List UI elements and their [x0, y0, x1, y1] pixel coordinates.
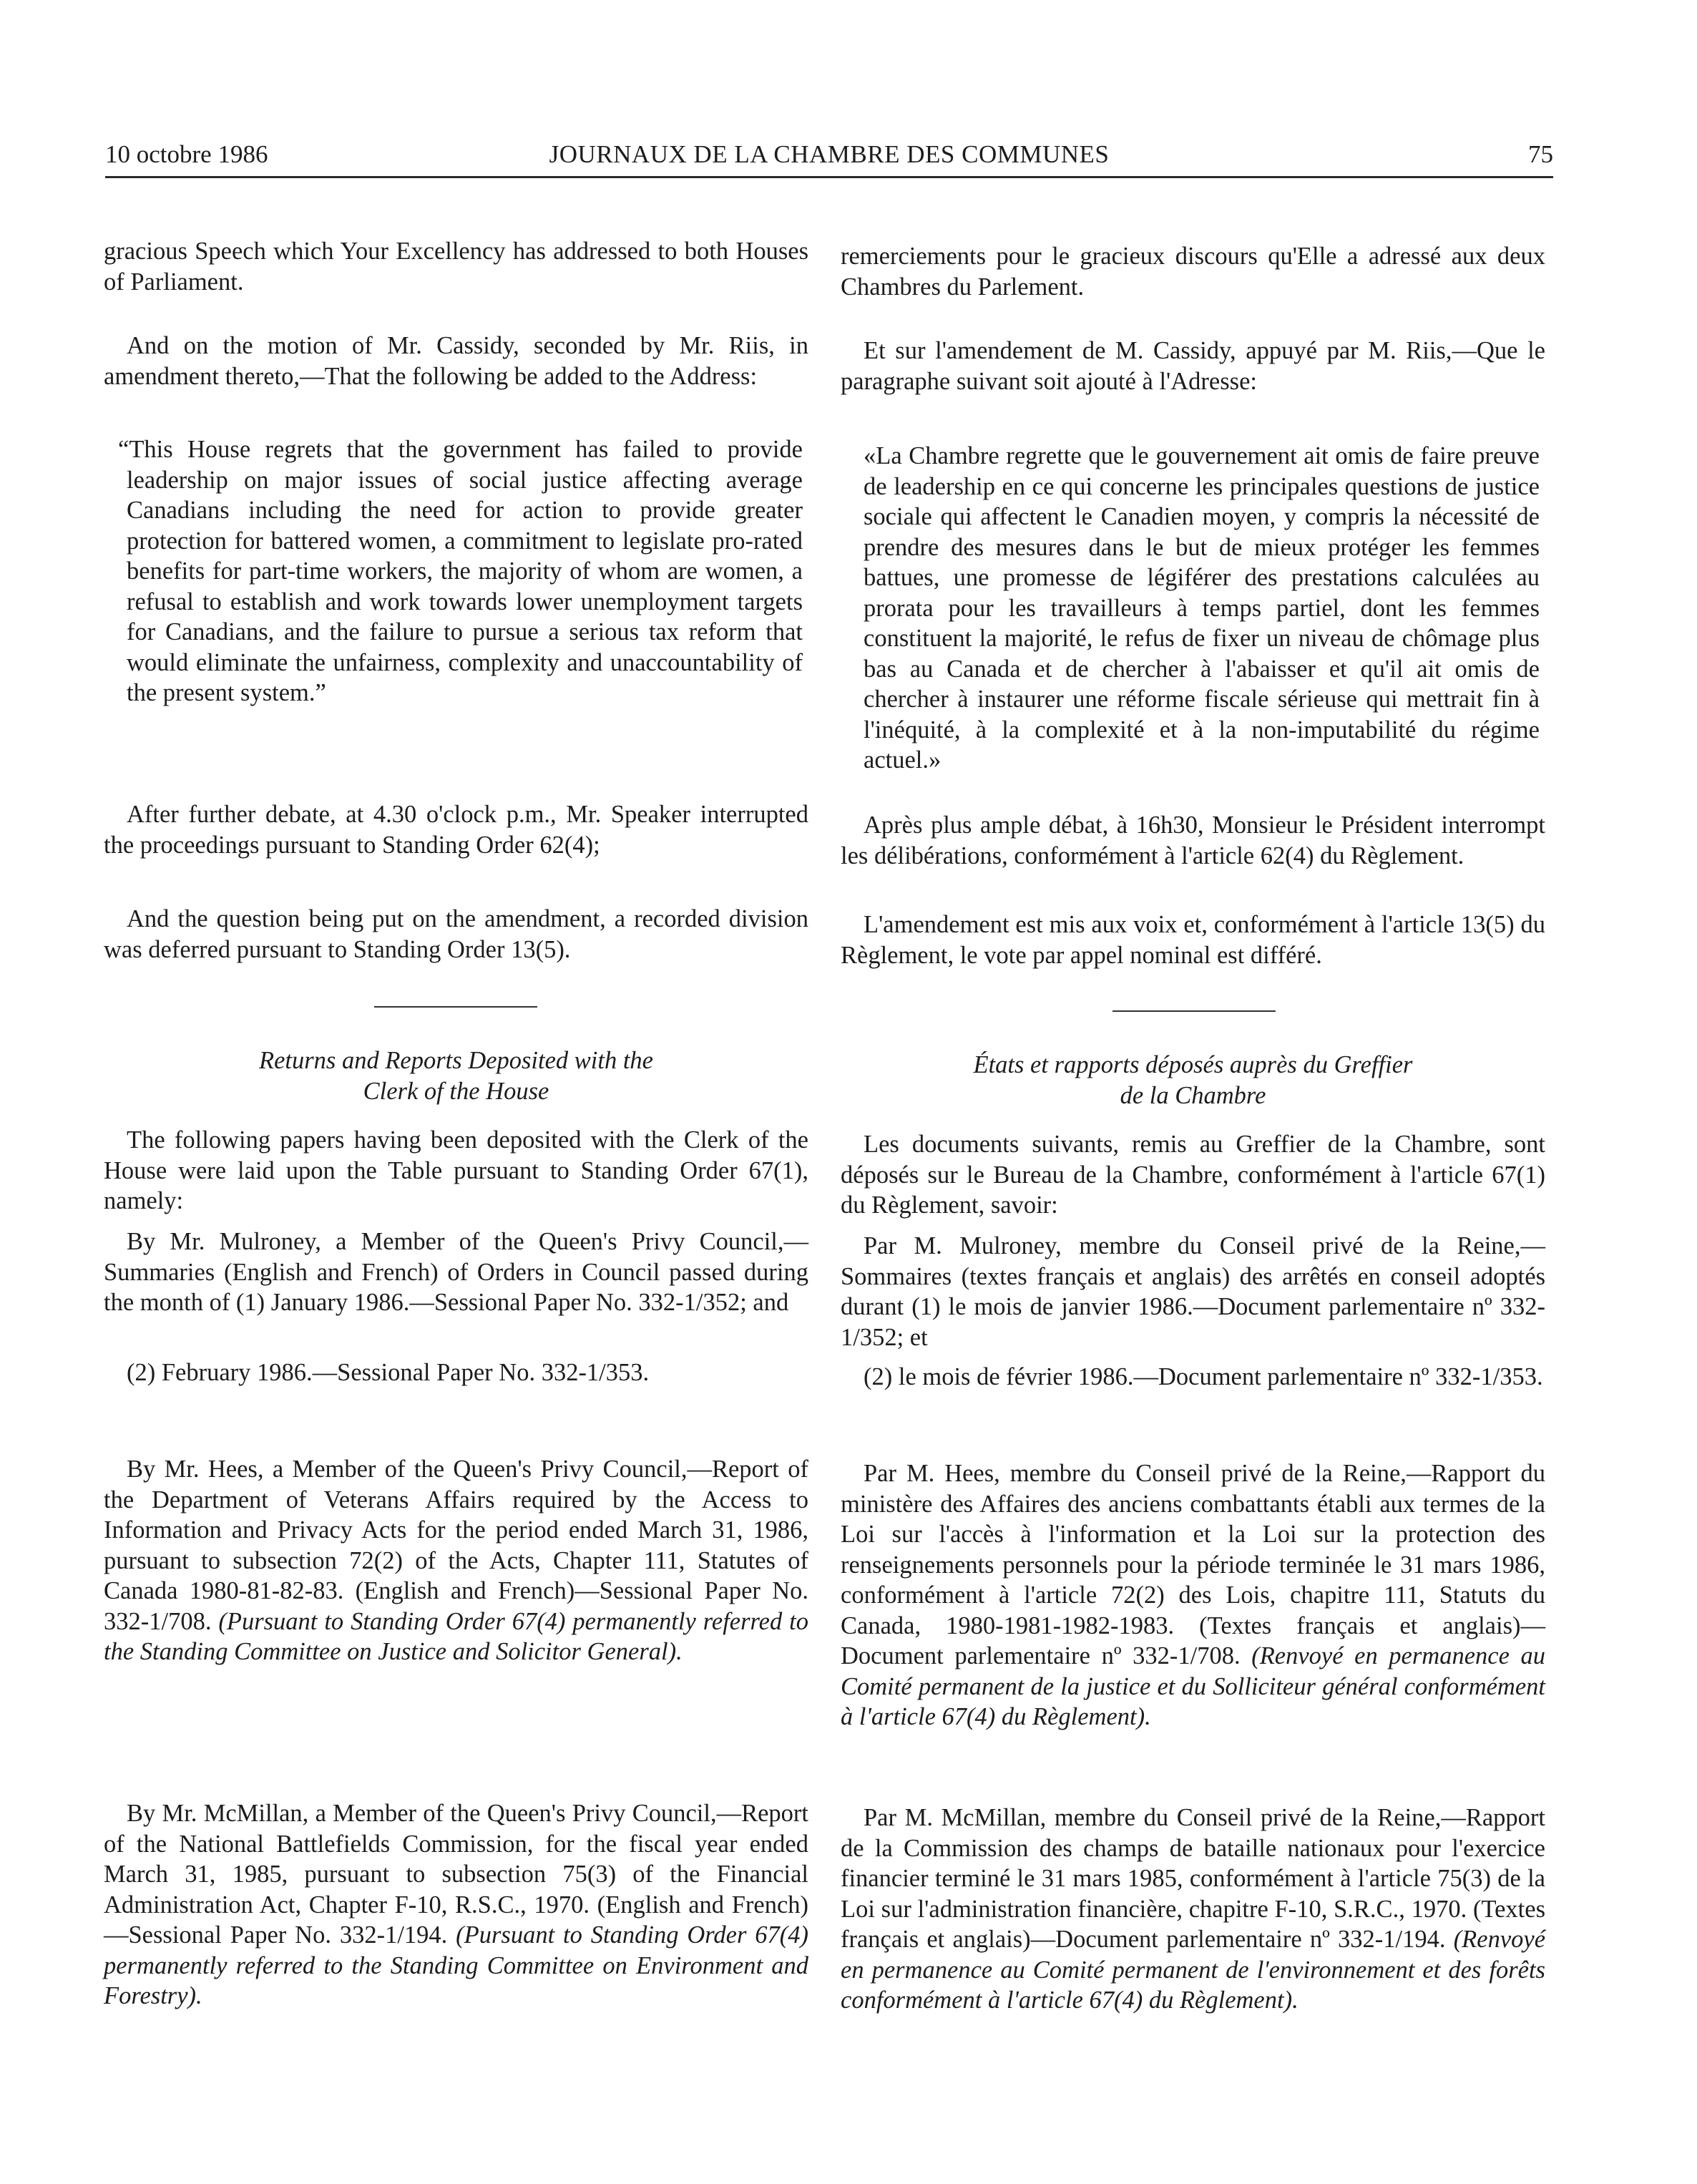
fr-section-divider: [1112, 1010, 1276, 1012]
en-section-divider: [374, 1006, 537, 1008]
en-amendment-motion: And on the motion of Mr. Cassidy, seconded by Mr. Riis, in amendment thereto,—That the following be added to the Address:: [104, 332, 808, 390]
fr-mulroney-paper-2: (2) le mois de février 1986.—Document parlementaire nº 332-1/353.: [864, 1363, 1543, 1390]
fr-mcmillan-text: Par M. McMillan, membre du Conseil privé de la Reine,—Rapport de la Commission des champs de bataille nationaux pour l'exercice financier terminé le 31 mars 1985, conformément à l'article 75(3) de la Loi sur l'administration financière, chapitre F-10, S.R.C., 1970. (Textes français et anglais)—Document parlementaire nº 332-1/194.: [841, 1804, 1545, 1953]
fr-heading-line2: de la Chambre: [1120, 1081, 1266, 1109]
fr-amendment-text: «La Chambre regrette que le gouvernement ait omis de faire preuve de leadership en ce qui concerne les principales questions de justice sociale qui affectent le Canadien moyen, y compris la nécessité de prendre des mesures dans le but de mieux protéger les femmes battues, une promesse de légiférer des prestations calculées au prorata pour les travailleurs à temps partiel, dont les femmes constituent la majorité, le refus de fixer un niveau de chômage plus bas au Canada et de chercher à l'abaisser et qu'il ait omis de chercher à instaurer une réforme fiscale sérieuse qui mettrait fin à l'inéquité, à la complexité et à la non-imputabilité du régime actuel.»: [864, 442, 1540, 774]
header-date: 10 octobre 1986: [105, 140, 268, 168]
en-question-paragraph: And the question being put on the amendment, a recorded division was deferred pursuant to Standing Order 13(5).: [104, 905, 808, 963]
fr-section-heading: [841, 1050, 1545, 1111]
fr-mcmillan-referral: (Renvoyé en permanence au Comité permanent de l'environnement et des forêts conformément à l'article 67(4) du Règlement).: [841, 1926, 1546, 2014]
fr-question-paragraph: L'amendement est mis aux voix et, conformément à l'article 13(5) du Règlement, le vote par appel nominal est différé.: [841, 911, 1545, 969]
fr-debate-paragraph: Après plus ample débat, à 16h30, Monsieur le Président interrompt les délibérations, conformément à l'article 62(4) du Règlement.: [841, 811, 1545, 869]
en-heading-line1: Returns and Reports Deposited with the: [259, 1047, 653, 1074]
en-amendment-text: “This House regrets that the government has failed to provide leadership on major issues of social justice affecting average Canadians including the need for action to provide greater protection for battered women, a commitment to legislate pro-rated benefits for part-time workers, the majority of whom are women, a refusal to establish and work towards lower unemployment targets for Canadians, and the failure to pursue a serious tax reform that would eliminate the unfairness, complexity and unaccountability of the present system.”: [118, 436, 803, 706]
en-hees-text: By Mr. Hees, a Member of the Queen's Privy Council,—Report of the Department of Veterans Affairs required by the Access to Information and Privacy Acts for the period ended March 31, 1986, pursuant to subsection 72(2) of the Acts, Chapter 111, Statutes of Canada 1980-81-82-83. (English and French)—Sessional Paper No. 332-1/708.: [104, 1456, 808, 1635]
en-hees-referral: (Pursuant to Standing Order 67(4) permanently referred to the Standing Committee on Justice and Solicitor General).: [104, 1607, 808, 1665]
fr-mcmillan-paper: [841, 1803, 1545, 2016]
fr-hees-text: Par M. Hees, membre du Conseil privé de la Reine,—Rapport du ministère des Affaires des anciens combattants établi aux termes de la Loi sur l'accès à l'information et la Loi sur la protection des renseignements personnels pour la période terminée le 31 mars 1986, conformément à l'article 72(2) des Lois, chapitre 111, Statuts du Canada, 1980-1981-1982-1983. (Textes français et anglais)—Document parlementaire nº 332-1/708.: [841, 1460, 1545, 1669]
en-mcmillan-referral: (Pursuant to Standing Order 67(4) permanently referred to the Standing Committee on Environment and Forestry).: [104, 1921, 808, 2009]
en-mcmillan-paper: [104, 1798, 808, 2012]
page-number: 75: [1528, 140, 1553, 168]
en-mulroney-paper-2: (2) February 1986.—Sessional Paper No. 332-1/353.: [127, 1359, 650, 1386]
fr-hees-referral: (Renvoyé en permanence au Comité permanent de la justice et du Solliciteur général conformément à l'article 67(4) du Règlement).: [841, 1642, 1546, 1730]
en-mulroney-paper: By Mr. Mulroney, a Member of the Queen's Privy Council,—Summaries (English and French) of Orders in Council passed during the month of (1) January 1986.—Sessional Paper No. 332-1/352; and: [104, 1228, 808, 1316]
header-title: JOURNAUX DE LA CHAMBRE DES COMMUNES: [549, 140, 1110, 168]
page-header: [105, 136, 1553, 178]
fr-speech-continuation: remerciements pour le gracieux discours qu'Elle a adressé aux deux Chambres du Parlement.: [841, 243, 1545, 301]
fr-hees-paper: [841, 1458, 1545, 1732]
fr-mulroney-paper: Par M. Mulroney, membre du Conseil privé de la Reine,—Sommaires (textes français et anglais) des arrêtés en conseil adoptés durant (1) le mois de janvier 1986.—Document parlementaire nº 332-1/352; et: [841, 1232, 1545, 1351]
fr-heading-line1: États et rapports déposés auprès du Greffier: [973, 1051, 1413, 1078]
en-papers-intro: The following papers having been deposited with the Clerk of the House were laid upon the Table pursuant to Standing Order 67(1), namely:: [104, 1126, 808, 1214]
en-section-heading: [104, 1045, 808, 1106]
en-hees-paper: [104, 1454, 808, 1667]
en-heading-line2: Clerk of the House: [363, 1077, 549, 1105]
en-speech-continuation: gracious Speech which Your Excellency has addressed to both Houses of Parliament.: [104, 238, 808, 296]
en-mcmillan-text: By Mr. McMillan, a Member of the Queen's Privy Council,—Report of the National Battlefields Commission, for the fiscal year ended March 31, 1985, pursuant to subsection 75(3) of the Financial Administration Act, Chapter F-10, R.S.C., 1970. (English and French)—Sessional Paper No. 332-1/194.: [104, 1800, 808, 1949]
fr-amendment-motion: Et sur l'amendement de M. Cassidy, appuyé par M. Riis,—Que le paragraphe suivant soit ajouté à l'Adresse:: [841, 337, 1545, 395]
en-debate-paragraph: After further debate, at 4.30 o'clock p.m., Mr. Speaker interrupted the proceedings pursuant to Standing Order 62(4);: [104, 801, 808, 859]
fr-papers-intro: Les documents suivants, remis au Greffier de la Chambre, sont déposés sur le Bureau de la Chambre, conformément à l'article 67(1) du Règlement, savoir:: [841, 1131, 1545, 1219]
